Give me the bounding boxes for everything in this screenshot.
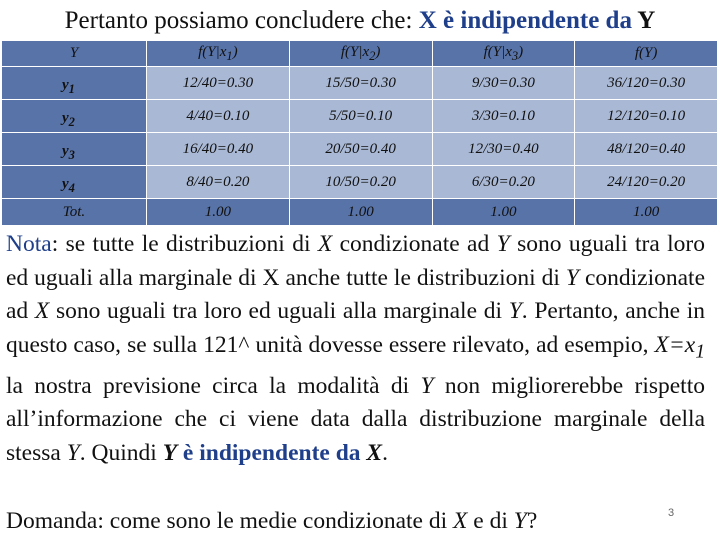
conclusion-var: X: [366, 439, 383, 466]
header-cell-y: Y: [2, 41, 147, 67]
note-text: condizionate ad: [6, 264, 705, 325]
table-row: [2, 133, 718, 166]
question-line: [6, 506, 537, 536]
table-cell: 12/120=0.10: [575, 100, 718, 133]
total-row: [2, 199, 718, 226]
note-text: .: [382, 439, 388, 466]
note-text: condizionate ad: [332, 231, 497, 257]
note-text: sono uguali tra loro ed uguali alla marginale di X anche tutte le distribuzioni di: [6, 231, 705, 291]
table-cell: 48/120=0.40: [575, 133, 718, 166]
question-var: X: [453, 508, 468, 534]
table-cell: 16/40=0.40: [147, 133, 290, 166]
total-cell: 1.00: [575, 199, 718, 226]
note-paragraph: [6, 228, 705, 471]
slide-title: [0, 6, 720, 36]
conditional-distribution-table: [1, 40, 718, 226]
note-label: Nota: [6, 231, 52, 257]
table-cell: 15/50=0.30: [289, 67, 432, 100]
note-var: Y: [565, 264, 579, 291]
page-number: 3: [668, 507, 675, 519]
note-var: Y: [508, 298, 522, 325]
table-cell: 24/120=0.20: [575, 166, 718, 199]
note-text: sono uguali tra loro ed uguali alla marginale di: [49, 298, 509, 325]
note-var: Y: [420, 372, 434, 399]
note-var: Y: [66, 439, 80, 466]
table-cell: 12/30=0.40: [432, 133, 575, 166]
table-cell: 20/50=0.40: [289, 133, 432, 166]
total-cell: 1.00: [289, 199, 432, 226]
table-cell: 36/120=0.30: [575, 67, 718, 100]
table-header-row: [2, 41, 718, 67]
table-cell: 12/40=0.30: [147, 67, 290, 100]
note-text: non migliorerebbe rispetto all’informazione che ci viene data dalla distribuzione marginale della stessa: [6, 372, 705, 466]
question-text: Domanda: come sono le medie condizionate di: [6, 508, 454, 534]
note-text: la nostra previsione circa la modalità di: [6, 372, 421, 399]
note-text: : se tutte le distribuzioni di: [51, 231, 318, 257]
table-cell: 3/30=0.10: [432, 100, 575, 133]
header-cell-fy-x3: $f(Y|x_3)$: [432, 41, 575, 67]
header-cell-fy-x2: $f(Y|x_2)$: [289, 41, 432, 67]
row-label: $y_2$: [2, 100, 147, 133]
note-equation: [654, 332, 705, 363]
note-var: X: [34, 298, 50, 325]
equation-text: X=x: [654, 332, 696, 359]
table-cell: 4/40=0.10: [147, 100, 290, 133]
conclusion-text: è indipendente da: [177, 439, 367, 466]
table-cell: 10/50=0.20: [289, 166, 432, 199]
row-label: $y_1$: [2, 67, 147, 100]
note-text: . Pertanto, anche in questo caso, se sulla 121^ unità dovesse essere rilevato, ad esempio,: [6, 298, 706, 359]
title-strong: X è indipendente da: [418, 7, 638, 34]
header-cell-fy: f(Y): [575, 41, 718, 67]
title-var: Y: [637, 7, 656, 34]
question-text: e di: [467, 508, 514, 534]
conclusion-var: Y: [162, 439, 178, 466]
total-cell: 1.00: [147, 199, 290, 226]
header-cell-fy-x1: $f(Y|x_1)$: [147, 41, 290, 67]
table-row: [2, 100, 718, 133]
table-cell: 6/30=0.20: [432, 166, 575, 199]
row-label: $y_3$: [2, 133, 147, 166]
note-text: . Quindi: [79, 439, 163, 466]
title-prefix: Pertanto possiamo concludere che:: [64, 7, 419, 34]
table-cell: 5/50=0.10: [289, 100, 432, 133]
note-var: Y: [496, 231, 510, 257]
row-label: $y_4$: [2, 166, 147, 199]
note-var: X: [317, 231, 333, 257]
table-cell: 8/40=0.20: [147, 166, 290, 199]
question-text: ?: [526, 508, 538, 534]
table-cell: 9/30=0.30: [432, 67, 575, 100]
question-var: Y: [513, 508, 527, 534]
table-row: [2, 67, 718, 100]
table-row: [2, 166, 718, 199]
equation-subscript: 1: [695, 341, 705, 363]
total-label: Tot.: [2, 199, 147, 226]
total-cell: 1.00: [432, 199, 575, 226]
